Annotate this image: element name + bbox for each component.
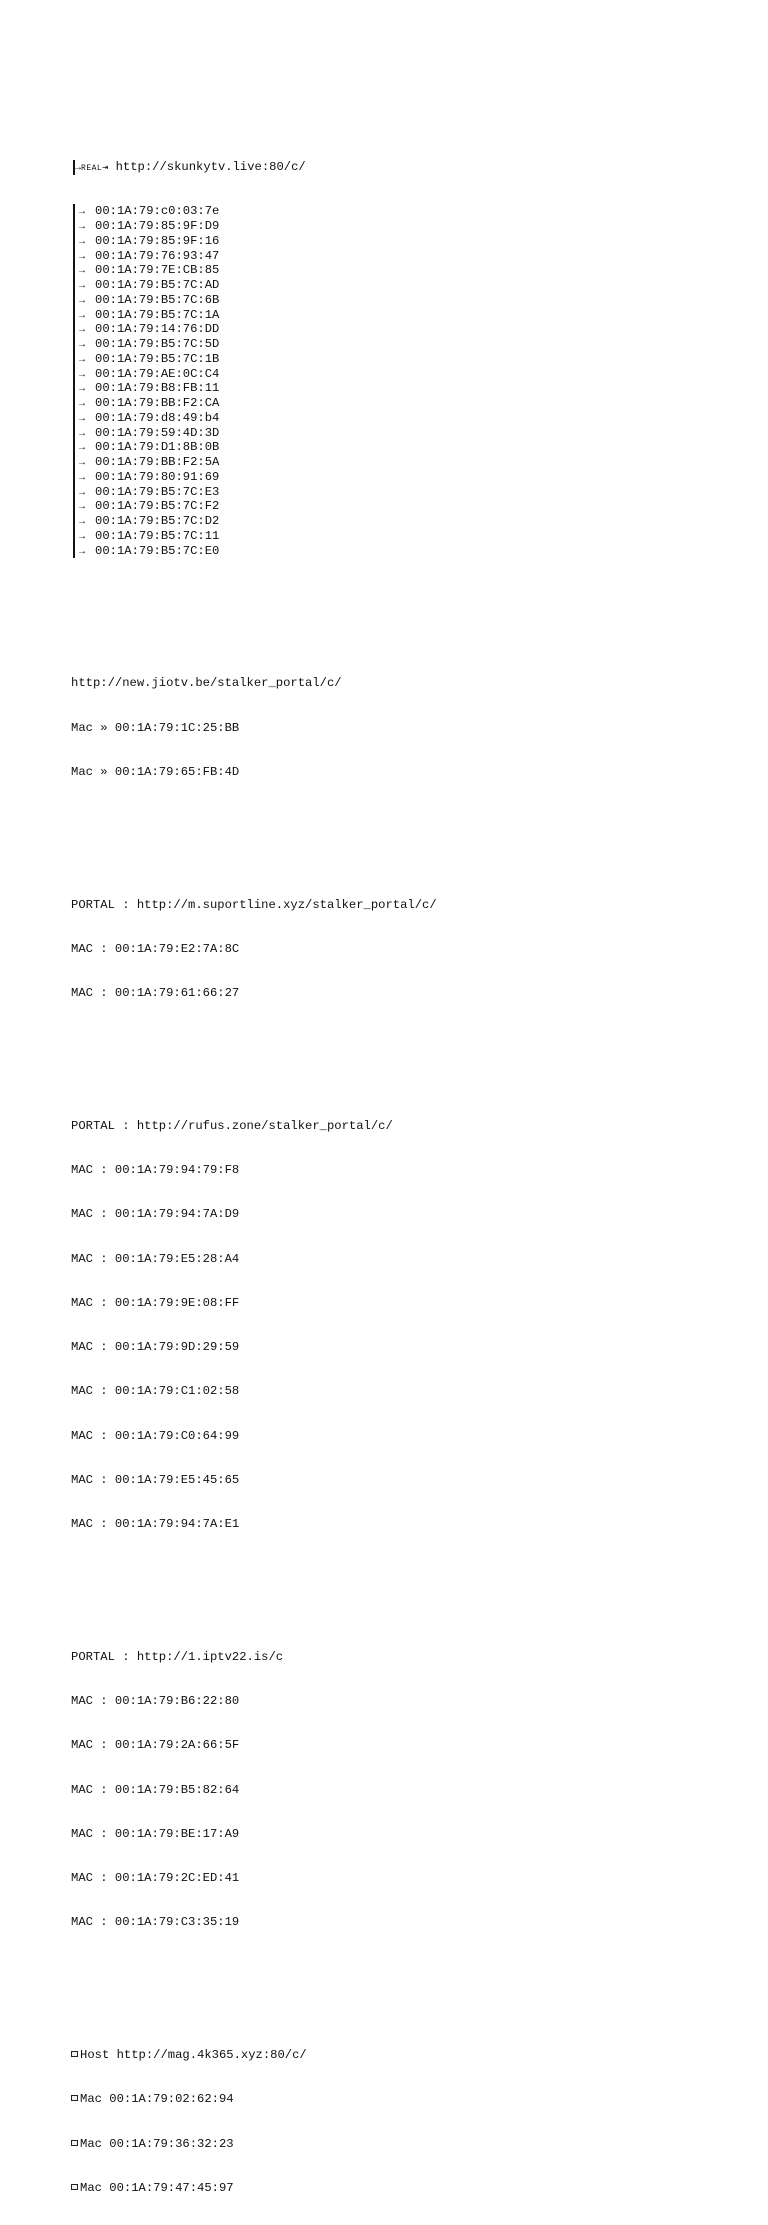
rufus-mac-line: MAC : 00:1A:79:94:7A:E1 [71,1517,240,1531]
box-icon [71,2095,78,2101]
arrow-icon: → [79,281,86,292]
arrow-icon: → [79,310,86,322]
arrow-icon: → [79,369,86,381]
arrow-icon: → [79,399,86,410]
real-tag: REAL [81,164,103,173]
rufus-portal-header: PORTAL : http://rufus.zone/stalker_portal/c/ [71,1118,393,1133]
k365-mac-text: Mac 00:1A:79:36:32:23 [80,2136,234,2151]
document-body [71,101,437,2225]
rufus-mac-line: MAC : 00:1A:79:E5:45:65 [71,1472,240,1487]
rufus-mac-line: MAC : 00:1A:79:9D:29:59 [71,1340,240,1354]
tab-arrow-icon: ⇥ [102,163,109,174]
arrow-icon: → [79,458,86,469]
iptv22-mac-line: MAC : 00:1A:79:2C:ED:41 [71,1871,240,1885]
arrow-icon: → [79,531,86,543]
real-mac-line [73,234,437,249]
real-mac-line [73,367,437,382]
box-icon [71,2140,78,2146]
real-mac-text: 00:1A:79:D1:8B:0B [95,440,220,455]
k365-host-line [71,2048,437,2063]
real-mac-text: 00:1A:79:BB:F2:5A [95,455,220,469]
real-mac-line [73,204,437,219]
arrow-icon: → [79,546,86,558]
arrow-icon: → [79,222,86,233]
real-mac-list [71,204,437,558]
real-mac-text: 00:1A:79:85:9F:D9 [95,219,220,233]
real-mac-text: 00:1A:79:B5:7C:E3 [95,484,220,499]
real-mac-line [73,293,437,308]
jiotv-mac-line: Mac » 00:1A:79:1C:25:BB [71,720,240,735]
rufus-mac-line: MAC : 00:1A:79:E5:28:A4 [71,1251,240,1266]
arrow-icon: → [75,163,82,174]
k365-mac-text: Mac 00:1A:79:47:45:97 [80,2180,234,2195]
real-mac-text: 00:1A:79:76:93:47 [95,248,220,263]
suportline-portal-header: PORTAL : http://m.suportline.xyz/stalker_portal/c/ [71,897,437,912]
real-header-line [73,160,437,175]
real-mac-line [73,514,437,529]
arrow-icon: → [79,295,86,307]
arrow-icon: → [79,207,86,219]
real-mac-text: 00:1A:79:B5:7C:11 [95,528,220,543]
jiotv-url: http://new.jiotv.be/stalker_portal/c/ [71,676,342,691]
rufus-mac-line: MAC : 00:1A:79:9E:08:FF [71,1295,240,1310]
real-mac-text: 00:1A:79:B5:7C:5D [95,337,220,351]
real-mac-text: 00:1A:79:B8:FB:11 [95,381,220,396]
real-mac-line [73,352,437,367]
real-mac-text: 00:1A:79:d8:49:b4 [95,410,220,425]
rufus-mac-line: MAC : 00:1A:79:C0:64:99 [71,1428,240,1443]
rufus-mac-line: MAC : 00:1A:79:C1:02:58 [71,1384,240,1399]
real-mac-line [73,249,437,264]
real-mac-text: 00:1A:79:c0:03:7e [95,204,220,219]
arrow-icon: → [79,428,86,440]
arrow-icon: → [79,487,86,499]
k365-mac-text: Mac 00:1A:79:02:62:94 [80,2092,234,2107]
real-mac-text: 00:1A:79:B5:7C:6B [95,292,220,307]
arrow-icon: → [79,413,86,425]
jiotv-mac-line: Mac » 00:1A:79:65:FB:4D [71,764,240,779]
iptv22-mac-line: MAC : 00:1A:79:B6:22:80 [71,1694,240,1708]
real-mac-text: 00:1A:79:B5:7C:E0 [95,543,220,558]
real-mac-line [73,381,437,396]
real-mac-text: 00:1A:79:B5:7C:D2 [95,514,220,528]
arrow-icon: → [79,384,86,396]
box-icon [71,2184,78,2190]
iptv22-portal-header: PORTAL : http://1.iptv22.is/c [71,1649,284,1664]
arrow-icon: → [79,325,86,337]
real-mac-line [73,470,437,485]
iptv22-mac-line: MAC : 00:1A:79:B5:82:64 [71,1782,240,1797]
arrow-icon: → [79,354,86,366]
k365-mac-line [71,2092,437,2107]
real-mac-text: 00:1A:79:B5:7C:F2 [95,499,220,514]
suportline-mac-line: MAC : 00:1A:79:61:66:27 [71,986,240,1000]
k365-host-text: Host http://mag.4k365.xyz:80/c/ [80,2048,307,2062]
rufus-mac-line: MAC : 00:1A:79:94:79:F8 [71,1163,240,1177]
real-mac-line [73,322,437,337]
real-mac-line [73,455,437,470]
real-mac-line [73,219,437,234]
rufus-mac-line: MAC : 00:1A:79:94:7A:D9 [71,1207,240,1222]
real-mac-text: 00:1A:79:59:4D:3D [95,425,220,440]
real-mac-text: 00:1A:79:14:76:DD [95,322,220,337]
k365-mac-line [71,2137,437,2152]
real-mac-text: 00:1A:79:7E:CB:85 [95,263,220,278]
real-url: http://skunkytv.live:80/c/ [115,160,306,174]
arrow-icon: → [79,251,86,263]
box-icon [71,2051,78,2057]
arrow-icon: → [79,443,86,455]
real-mac-line [73,499,437,514]
real-mac-line [73,308,437,323]
real-mac-line [73,411,437,426]
real-mac-line [73,529,437,544]
arrow-icon: → [79,472,86,484]
real-mac-text: 00:1A:79:85:9F:16 [95,233,220,248]
real-mac-line [73,440,437,455]
real-mac-line [73,337,437,352]
real-mac-text: 00:1A:79:80:91:69 [95,469,220,484]
real-mac-text: 00:1A:79:B5:7C:1A [95,307,220,322]
real-mac-line [73,278,437,293]
iptv22-mac-line: MAC : 00:1A:79:C3:35:19 [71,1915,240,1930]
arrow-icon: → [79,266,86,278]
real-mac-line [73,396,437,411]
real-mac-line [73,426,437,441]
real-mac-text: 00:1A:79:B5:7C:AD [95,278,220,292]
iptv22-mac-line: MAC : 00:1A:79:BE:17:A9 [71,1826,240,1841]
real-mac-text: 00:1A:79:AE:0C:C4 [95,366,220,381]
arrow-icon: → [79,236,86,248]
arrow-icon: → [79,517,86,528]
arrow-icon: → [79,502,86,514]
suportline-mac-line: MAC : 00:1A:79:E2:7A:8C [71,941,240,956]
k365-mac-line [71,2181,437,2196]
real-mac-text: 00:1A:79:B5:7C:1B [95,351,220,366]
arrow-icon: → [79,340,86,351]
real-mac-line [73,544,437,559]
real-mac-line [73,263,437,278]
iptv22-mac-line: MAC : 00:1A:79:2A:66:5F [71,1738,240,1753]
real-mac-line [73,485,437,500]
real-mac-text: 00:1A:79:BB:F2:CA [95,396,220,410]
